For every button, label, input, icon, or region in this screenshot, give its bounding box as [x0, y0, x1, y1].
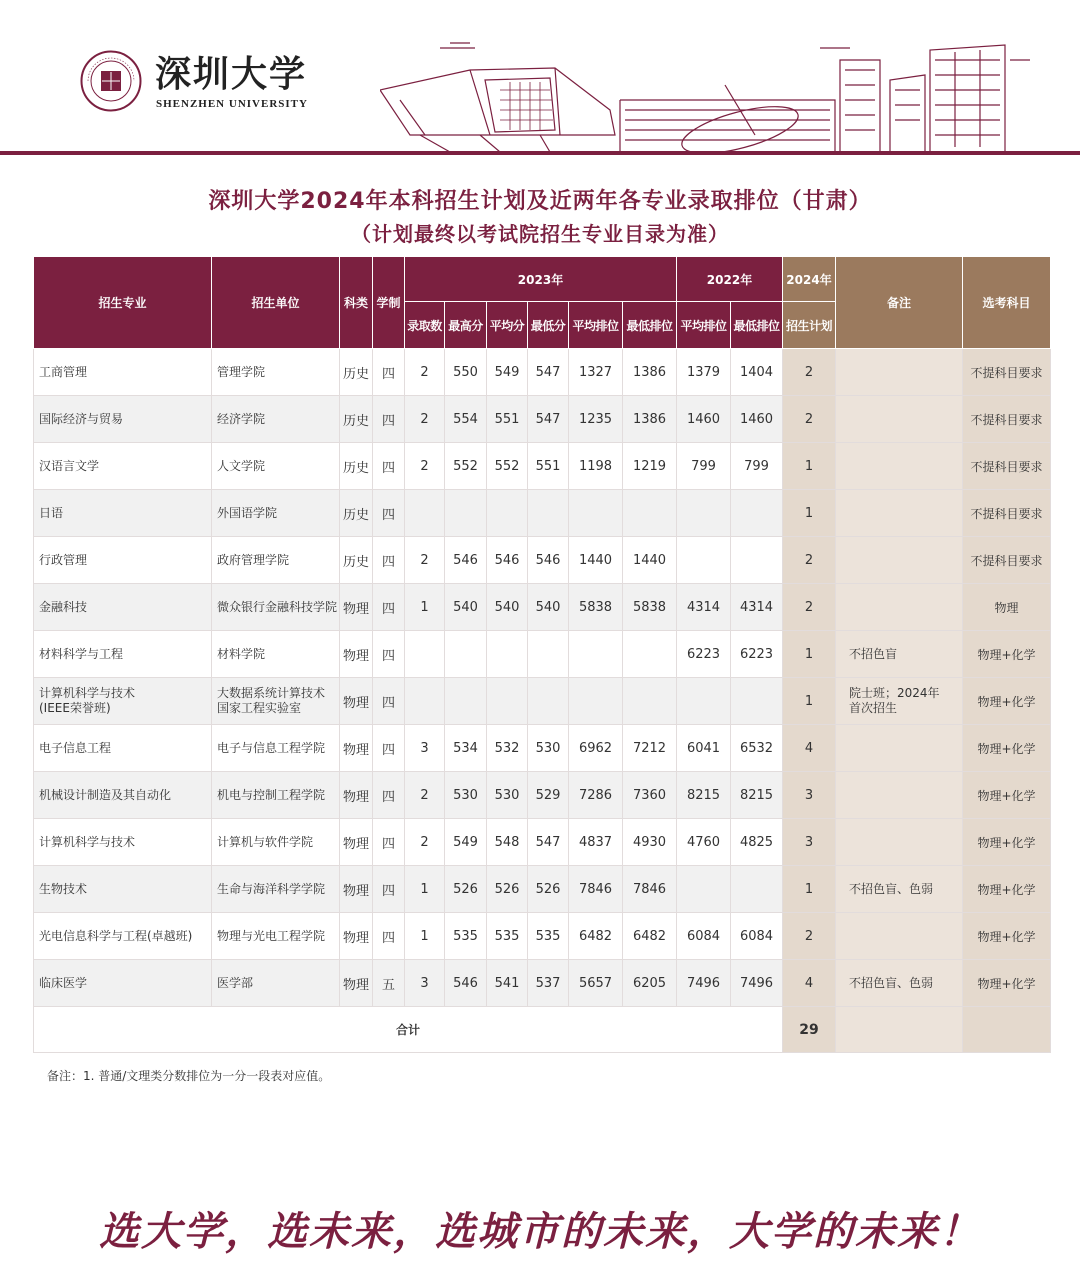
header-avg-rank: 平均排位	[569, 302, 623, 349]
cell-avg-score: 548	[487, 819, 528, 866]
cell-min-rank-2022	[731, 537, 783, 584]
cell-min-rank	[623, 678, 677, 725]
header-min-rank-2022: 最低排位	[731, 302, 783, 349]
cell-min-rank-2022: 799	[731, 443, 783, 490]
cell-subject: 不提科目要求	[963, 443, 1051, 490]
header-year-2022: 2022年	[677, 257, 783, 302]
cell-avg-score	[487, 490, 528, 537]
page-title: 深圳大学2024年本科招生计划及近两年各专业录取排位（甘肃）	[208, 189, 872, 214]
table-row	[34, 396, 1051, 443]
total-label: 合计	[34, 1007, 783, 1053]
cell-admitted: 3	[405, 960, 445, 1007]
cell-min-rank-2022	[731, 678, 783, 725]
total-row	[34, 1007, 1051, 1053]
cell-avg-rank: 6962	[569, 725, 623, 772]
cell-admitted: 2	[405, 349, 445, 396]
cell-duration: 四	[373, 913, 405, 960]
table-row	[34, 443, 1051, 490]
cell-max-score: 534	[445, 725, 487, 772]
cell-avg-score: 551	[487, 396, 528, 443]
cell-unit: 医学部	[212, 960, 340, 1007]
cell-avg-rank: 1440	[569, 537, 623, 584]
cell-unit: 生命与海洋科学学院	[212, 866, 340, 913]
cell-min-rank	[623, 490, 677, 537]
admission-table	[33, 256, 1051, 1053]
cell-category: 物理	[340, 772, 373, 819]
cell-min-rank: 7360	[623, 772, 677, 819]
cell-min-rank-2022: 1404	[731, 349, 783, 396]
cell-unit: 机电与控制工程学院	[212, 772, 340, 819]
cell-note: 不招色盲	[836, 631, 963, 678]
header-avg-score: 平均分	[487, 302, 528, 349]
header-min-score: 最低分	[528, 302, 569, 349]
cell-max-score: 552	[445, 443, 487, 490]
cell-major: 国际经济与贸易	[34, 396, 212, 443]
cell-duration: 四	[373, 819, 405, 866]
cell-duration: 四	[373, 443, 405, 490]
cell-max-score: 526	[445, 866, 487, 913]
cell-subject: 物理+化学	[963, 772, 1051, 819]
cell-plan: 4	[783, 960, 836, 1007]
cell-max-score	[445, 490, 487, 537]
cell-avg-rank-2022: 4760	[677, 819, 731, 866]
cell-duration: 五	[373, 960, 405, 1007]
cell-avg-score: 541	[487, 960, 528, 1007]
cell-min-score: 529	[528, 772, 569, 819]
cell-note: 院士班；2024年 首次招生	[836, 678, 963, 725]
cell-major: 行政管理	[34, 537, 212, 584]
cell-avg-score: 526	[487, 866, 528, 913]
cell-avg-rank-2022: 1379	[677, 349, 731, 396]
cell-category: 历史	[340, 349, 373, 396]
cell-note	[836, 490, 963, 537]
cell-min-rank: 6482	[623, 913, 677, 960]
cell-admitted: 2	[405, 443, 445, 490]
header-category: 科类	[340, 257, 373, 349]
page-subtitle: （计划最终以考试院招生专业目录为准）	[351, 222, 729, 246]
cell-min-rank-2022: 8215	[731, 772, 783, 819]
cell-avg-rank-2022: 799	[677, 443, 731, 490]
cell-subject: 不提科目要求	[963, 490, 1051, 537]
cell-admitted: 1	[405, 584, 445, 631]
cell-min-rank-2022: 7496	[731, 960, 783, 1007]
cell-plan: 2	[783, 913, 836, 960]
cell-min-rank-2022: 6084	[731, 913, 783, 960]
header-unit: 招生单位	[212, 257, 340, 349]
footnote: 备注：1. 普通/文理类分数排位为一分一段表对应值。	[47, 1069, 331, 1083]
cell-min-score: 547	[528, 819, 569, 866]
cell-min-rank	[623, 631, 677, 678]
cell-duration: 四	[373, 866, 405, 913]
cell-category: 历史	[340, 396, 373, 443]
header-plan: 招生计划	[783, 302, 836, 349]
cell-category: 物理	[340, 725, 373, 772]
cell-avg-score	[487, 678, 528, 725]
campus-skyline-illustration	[380, 40, 1040, 152]
cell-admitted: 1	[405, 913, 445, 960]
cell-note	[836, 725, 963, 772]
cell-avg-rank-2022: 6223	[677, 631, 731, 678]
cell-plan: 1	[783, 631, 836, 678]
cell-subject: 物理+化学	[963, 819, 1051, 866]
cell-note	[836, 819, 963, 866]
cell-avg-rank: 4837	[569, 819, 623, 866]
cell-major: 光电信息科学与工程(卓越班)	[34, 913, 212, 960]
cell-category: 物理	[340, 913, 373, 960]
cell-avg-score: 532	[487, 725, 528, 772]
cell-plan: 1	[783, 443, 836, 490]
university-name-cn: 深圳大学	[155, 53, 308, 95]
slogan: 选大学，选未来，选城市的未来，大学的未来！	[99, 1208, 981, 1255]
cell-min-score	[528, 490, 569, 537]
cell-avg-rank: 1235	[569, 396, 623, 443]
cell-avg-rank: 7286	[569, 772, 623, 819]
cell-min-rank: 7846	[623, 866, 677, 913]
cell-plan: 4	[783, 725, 836, 772]
header-duration: 学制	[373, 257, 405, 349]
cell-min-rank-2022	[731, 866, 783, 913]
cell-category: 物理	[340, 866, 373, 913]
cell-duration: 四	[373, 396, 405, 443]
cell-avg-rank-2022: 6041	[677, 725, 731, 772]
cell-note	[836, 584, 963, 631]
cell-avg-rank-2022: 8215	[677, 772, 731, 819]
cell-min-score: 547	[528, 396, 569, 443]
cell-category: 历史	[340, 490, 373, 537]
cell-avg-score	[487, 631, 528, 678]
cell-max-score: 546	[445, 960, 487, 1007]
cell-subject: 不提科目要求	[963, 349, 1051, 396]
cell-unit: 经济学院	[212, 396, 340, 443]
cell-min-rank: 1219	[623, 443, 677, 490]
cell-unit: 管理学院	[212, 349, 340, 396]
total-plan-value: 29	[783, 1007, 836, 1053]
cell-admitted: 2	[405, 772, 445, 819]
cell-major: 工商管理	[34, 349, 212, 396]
cell-max-score: 540	[445, 584, 487, 631]
cell-plan: 2	[783, 584, 836, 631]
cell-major: 机械设计制造及其自动化	[34, 772, 212, 819]
table-row	[34, 584, 1051, 631]
cell-category: 物理	[340, 631, 373, 678]
cell-unit: 外国语学院	[212, 490, 340, 537]
cell-min-rank-2022: 4314	[731, 584, 783, 631]
cell-category: 历史	[340, 443, 373, 490]
cell-avg-rank-2022	[677, 490, 731, 537]
cell-avg-score: 546	[487, 537, 528, 584]
page-header	[0, 0, 1080, 160]
cell-duration: 四	[373, 584, 405, 631]
cell-admitted	[405, 631, 445, 678]
header-min-rank: 最低排位	[623, 302, 677, 349]
table-row	[34, 490, 1051, 537]
cell-avg-rank-2022: 4314	[677, 584, 731, 631]
cell-subject: 物理+化学	[963, 678, 1051, 725]
cell-major: 临床医学	[34, 960, 212, 1007]
cell-admitted	[405, 678, 445, 725]
cell-avg-rank	[569, 490, 623, 537]
cell-min-rank: 7212	[623, 725, 677, 772]
cell-max-score: 550	[445, 349, 487, 396]
cell-avg-rank: 7846	[569, 866, 623, 913]
cell-duration: 四	[373, 631, 405, 678]
total-note-empty	[836, 1007, 963, 1053]
cell-min-score: 547	[528, 349, 569, 396]
cell-admitted: 3	[405, 725, 445, 772]
table-row	[34, 631, 1051, 678]
cell-avg-rank-2022: 1460	[677, 396, 731, 443]
table-row	[34, 772, 1051, 819]
cell-avg-rank	[569, 678, 623, 725]
cell-category: 物理	[340, 678, 373, 725]
header-max-score: 最高分	[445, 302, 487, 349]
cell-min-score: 537	[528, 960, 569, 1007]
cell-major: 日语	[34, 490, 212, 537]
cell-min-score	[528, 631, 569, 678]
cell-major: 材料科学与工程	[34, 631, 212, 678]
cell-plan: 1	[783, 678, 836, 725]
header-major: 招生专业	[34, 257, 212, 349]
cell-avg-rank-2022: 6084	[677, 913, 731, 960]
cell-min-rank: 1386	[623, 396, 677, 443]
cell-admitted: 2	[405, 396, 445, 443]
cell-note	[836, 443, 963, 490]
cell-min-score: 526	[528, 866, 569, 913]
table-row	[34, 960, 1051, 1007]
table-row	[34, 913, 1051, 960]
cell-avg-rank: 1327	[569, 349, 623, 396]
cell-major: 生物技术	[34, 866, 212, 913]
cell-avg-score: 540	[487, 584, 528, 631]
cell-note	[836, 396, 963, 443]
cell-admitted: 2	[405, 819, 445, 866]
cell-unit: 人文学院	[212, 443, 340, 490]
cell-max-score: 549	[445, 819, 487, 866]
cell-major: 电子信息工程	[34, 725, 212, 772]
cell-duration: 四	[373, 349, 405, 396]
cell-max-score: 554	[445, 396, 487, 443]
cell-min-rank: 5838	[623, 584, 677, 631]
cell-subject: 物理+化学	[963, 913, 1051, 960]
cell-avg-rank-2022	[677, 866, 731, 913]
total-subject-empty	[963, 1007, 1051, 1053]
table-row	[34, 537, 1051, 584]
cell-subject: 物理+化学	[963, 960, 1051, 1007]
header-avg-rank-2022: 平均排位	[677, 302, 731, 349]
cell-plan: 2	[783, 349, 836, 396]
cell-max-score: 546	[445, 537, 487, 584]
cell-subject: 物理+化学	[963, 725, 1051, 772]
cell-subject: 不提科目要求	[963, 396, 1051, 443]
cell-min-rank-2022: 6532	[731, 725, 783, 772]
cell-min-rank: 1440	[623, 537, 677, 584]
cell-note	[836, 349, 963, 396]
cell-category: 物理	[340, 960, 373, 1007]
cell-subject: 物理+化学	[963, 866, 1051, 913]
cell-major: 计算机科学与技术 (IEEE荣誉班)	[34, 678, 212, 725]
header-year-2023: 2023年	[405, 257, 677, 302]
cell-min-score: 540	[528, 584, 569, 631]
cell-unit: 微众银行金融科技学院	[212, 584, 340, 631]
header-year-2024: 2024年	[783, 257, 836, 302]
cell-max-score: 530	[445, 772, 487, 819]
cell-min-rank-2022	[731, 490, 783, 537]
cell-avg-rank: 5838	[569, 584, 623, 631]
cell-avg-rank-2022: 7496	[677, 960, 731, 1007]
cell-note	[836, 772, 963, 819]
cell-unit: 物理与光电工程学院	[212, 913, 340, 960]
cell-admitted: 2	[405, 537, 445, 584]
cell-duration: 四	[373, 537, 405, 584]
cell-min-rank: 6205	[623, 960, 677, 1007]
cell-major: 计算机科学与技术	[34, 819, 212, 866]
cell-min-rank: 4930	[623, 819, 677, 866]
cell-major: 金融科技	[34, 584, 212, 631]
cell-min-score: 551	[528, 443, 569, 490]
header-subjects: 选考科目	[963, 257, 1051, 349]
table-row	[34, 725, 1051, 772]
cell-plan: 3	[783, 772, 836, 819]
cell-plan: 2	[783, 537, 836, 584]
cell-avg-rank: 5657	[569, 960, 623, 1007]
cell-avg-score: 549	[487, 349, 528, 396]
cell-min-score: 546	[528, 537, 569, 584]
cell-avg-rank	[569, 631, 623, 678]
cell-plan: 3	[783, 819, 836, 866]
cell-avg-score: 535	[487, 913, 528, 960]
cell-plan: 2	[783, 396, 836, 443]
cell-max-score	[445, 678, 487, 725]
cell-avg-rank-2022	[677, 678, 731, 725]
cell-avg-rank: 6482	[569, 913, 623, 960]
cell-min-rank-2022: 4825	[731, 819, 783, 866]
cell-duration: 四	[373, 772, 405, 819]
cell-max-score	[445, 631, 487, 678]
cell-duration: 四	[373, 678, 405, 725]
cell-subject: 物理+化学	[963, 631, 1051, 678]
cell-min-score: 535	[528, 913, 569, 960]
cell-major: 汉语言文学	[34, 443, 212, 490]
cell-unit: 大数据系统计算技术 国家工程实验室	[212, 678, 340, 725]
cell-avg-score: 530	[487, 772, 528, 819]
cell-min-rank: 1386	[623, 349, 677, 396]
cell-note	[836, 537, 963, 584]
table-row	[34, 678, 1051, 725]
cell-duration: 四	[373, 490, 405, 537]
university-seal-icon	[80, 50, 142, 112]
cell-min-score	[528, 678, 569, 725]
cell-min-rank-2022: 1460	[731, 396, 783, 443]
header-admitted: 录取数	[405, 302, 445, 349]
cell-admitted	[405, 490, 445, 537]
cell-note: 不招色盲、色弱	[836, 866, 963, 913]
cell-avg-score: 552	[487, 443, 528, 490]
table-row	[34, 819, 1051, 866]
cell-category: 物理	[340, 584, 373, 631]
cell-avg-rank-2022	[677, 537, 731, 584]
university-name-en: SHENZHEN UNIVERSITY	[156, 98, 308, 110]
cell-min-rank-2022: 6223	[731, 631, 783, 678]
header-divider	[0, 151, 1080, 155]
cell-avg-rank: 1198	[569, 443, 623, 490]
table-row	[34, 866, 1051, 913]
cell-duration: 四	[373, 725, 405, 772]
cell-unit: 材料学院	[212, 631, 340, 678]
cell-note: 不招色盲、色弱	[836, 960, 963, 1007]
cell-category: 历史	[340, 537, 373, 584]
cell-unit: 计算机与软件学院	[212, 819, 340, 866]
cell-unit: 电子与信息工程学院	[212, 725, 340, 772]
cell-admitted: 1	[405, 866, 445, 913]
table-row	[34, 349, 1051, 396]
cell-category: 物理	[340, 819, 373, 866]
cell-max-score: 535	[445, 913, 487, 960]
header-notes: 备注	[836, 257, 963, 349]
cell-subject: 不提科目要求	[963, 537, 1051, 584]
cell-min-score: 530	[528, 725, 569, 772]
cell-plan: 1	[783, 490, 836, 537]
cell-subject: 物理	[963, 584, 1051, 631]
cell-note	[836, 913, 963, 960]
cell-unit: 政府管理学院	[212, 537, 340, 584]
cell-plan: 1	[783, 866, 836, 913]
